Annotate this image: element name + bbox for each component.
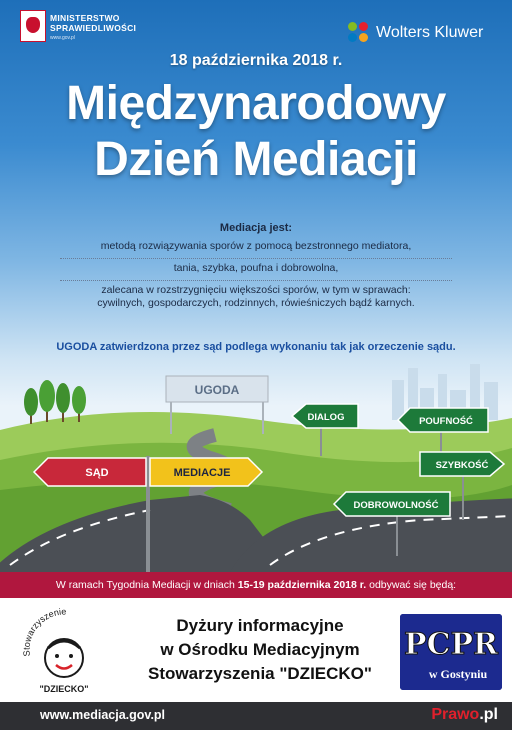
mediation-point: cywilnych, gospodarczych, rodzinnych, rówieśniczych bądź karnych. [97,297,415,309]
ugoda-note: UGODA zatwierdzona przez sąd podlega wykonaniu tak jak orzeczenie sądu. [56,341,456,353]
header-logos [0,0,512,52]
ministry-line1: MINISTERSTWO [50,13,120,23]
mediation-point: zalecana w rozstrzygnięciu większości sporów, w tym w sprawach: [101,284,411,296]
mediation-point: tania, szybka, poufna i dobrowolna, [60,259,452,281]
pcpr-gostyn-logo[interactable] [400,614,502,690]
stow-name: "DZIECKO" [39,684,89,694]
week-banner [0,572,512,598]
wolters-kluwer-logo[interactable] [348,20,483,46]
title-line1: Międzynarodowy [66,77,446,130]
road-landscape-illustration [0,360,512,572]
ministry-name [50,13,136,33]
mediation-point: metodą rozwiązywania sporów z pomocą bezstronnego mediatora, [60,237,452,259]
banner-dates: 15-19 października 2018 r. [237,579,367,591]
mediation-point-group [60,281,452,315]
sign-szybkosc-label: SZYBKOŚĆ [435,460,489,471]
info-line2: w Ośrodku Mediacyjnym [160,640,360,659]
prawo-pl-logo[interactable] [431,706,498,724]
pcpr-sub: w Gostyniu [428,667,488,681]
sign-dialog-label: DIALOG [307,412,345,423]
info-text [110,614,410,686]
page-title [0,76,512,188]
mediation-description [60,222,452,315]
sign-mediacje-label: MEDIACJE [173,467,231,479]
banner-prefix: W ramach Tygodnia Mediacji w dniach [55,579,238,591]
sign-sad-label: SĄD [85,467,109,479]
banner-suffix: odbywać się będą: [366,579,457,591]
event-date: 18 października 2018 r. [169,52,343,69]
stowarzyszenie-dziecko-logo[interactable] [16,604,112,698]
sign-dobrowolnosc-label: DOBROWOLNOŚĆ [353,500,439,511]
info-line3: Stowarzyszenia "DZIECKO" [148,664,372,683]
ministry-logo[interactable] [20,10,155,48]
ministry-line2: SPRAWIEDLIWOŚCI [50,23,137,33]
publisher-name: Wolters Kluwer [376,24,484,41]
pcpr-letters: PCPR [404,627,498,662]
ministry-url: www.gov.pl [50,35,75,41]
brand-suffix: .pl [479,706,498,723]
title-line2: Dzień Mediacji [94,133,418,186]
brand-main: Prawo [431,706,480,723]
info-section [0,598,512,702]
wolters-kluwer-icon [348,22,370,44]
info-line1: Dyżury informacyjne [176,616,344,635]
sign-ugoda-label: UGODA [194,383,240,397]
footer [0,702,512,730]
sign-poufnosc-label: POUFNOŚĆ [419,416,473,427]
eagle-emblem-icon [20,10,46,42]
stow-arc-text: Stowarzyszenie [21,606,67,657]
footer-url-link[interactable]: www.mediacja.gov.pl [40,708,166,722]
mediation-heading: Mediacja jest: [219,222,293,234]
